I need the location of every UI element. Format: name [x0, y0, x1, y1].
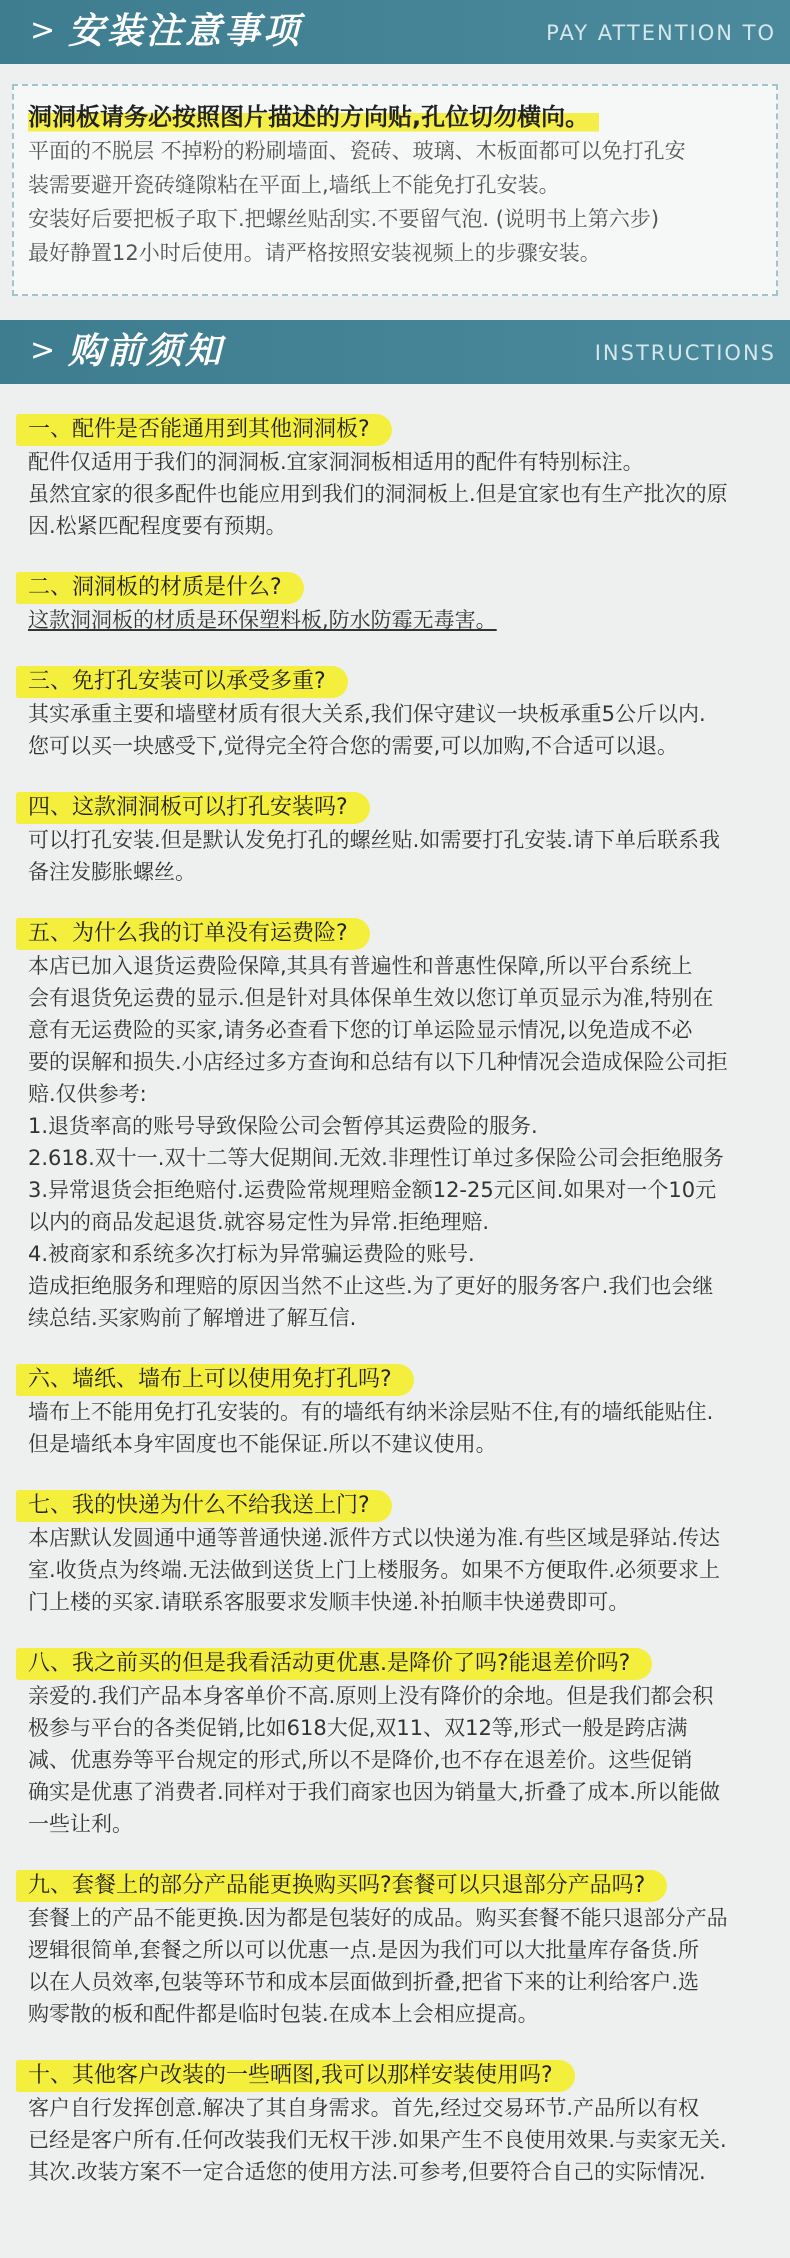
section-subtitle-en: INSTRUCTIONS — [594, 341, 776, 365]
faq-question: 六、墙纸、墙布上可以使用免打孔吗? — [16, 1364, 414, 1396]
faq-question: 八、我之前买的但是我看活动更优惠.是降价了吗?能退差价吗? — [16, 1648, 652, 1680]
faq-answer-line: 亲爱的.我们产品本身客单价不高.原则上没有降价的余地。但是我们都会积 — [28, 1684, 714, 1708]
faq-item — [28, 1648, 790, 1840]
faq-item — [28, 1364, 790, 1460]
faq-answer-line: 本店已加入退货运费险保障,其具有普遍性和普惠性保障,所以平台系统上 — [28, 954, 693, 978]
faq-answer-line: 但是墙纸本身牢固度也不能保证.所以不建议使用。 — [28, 1432, 497, 1456]
faq-answer-line: 3.异常退货会拒绝赔付.运费险常规理赔金额12-25元区间.如果对一个10元 — [28, 1178, 717, 1202]
faq-answer-line: 配件仅适用于我们的洞洞板.宜家洞洞板相适用的配件有特别标注。 — [28, 450, 644, 474]
attention-line: 最好静置12小时后使用。请严格按照安装视频上的步骤安装。 — [28, 241, 601, 265]
faq-question: 十、其他客户改装的一些晒图,我可以那样安装使用吗? — [16, 2060, 575, 2092]
section-subtitle-en: PAY ATTENTION TO — [546, 21, 776, 45]
faq-list — [0, 384, 790, 2188]
faq-answer-line: 意有无运费险的买家,请务必查看下您的订单运险显示情况,以免造成不必 — [28, 1018, 693, 1042]
faq-question: 四、这款洞洞板可以打孔安装吗? — [16, 792, 370, 824]
faq-answer-line: 2.618.双十一.双十二等大促期间.无效.非理性订单过多保险公司会拒绝服务 — [28, 1146, 724, 1170]
chevron-right-icon: > — [30, 13, 56, 48]
faq-answer-line: 因.松紧匹配程度要有预期。 — [28, 514, 287, 538]
faq-item — [28, 2060, 790, 2188]
faq-answer-line: 逻辑很简单,套餐之所以可以优惠一点.是因为我们可以大批量库存备货.所 — [28, 1938, 700, 1962]
faq-answer-line: 以内的商品发起退货.就容易定性为异常.拒绝理赔. — [28, 1210, 490, 1234]
faq-item — [28, 572, 790, 636]
section-title: 安装注意事项 — [68, 11, 303, 52]
faq-item — [28, 918, 790, 1334]
faq-answer-line: 客户自行发挥创意.解决了其自身需求。首先,经过交易环节.产品所以有权 — [28, 2096, 700, 2120]
attention-notice-box — [12, 84, 778, 296]
faq-item — [28, 1490, 790, 1618]
faq-question: 二、洞洞板的材质是什么? — [16, 572, 304, 604]
faq-answer-line: 确实是优惠了消费者.同样对于我们商家也因为销量大,折叠了成本.所以能做 — [28, 1780, 721, 1804]
faq-question: 七、我的快递为什么不给我送上门? — [16, 1490, 392, 1522]
faq-answer-line: 虽然宜家的很多配件也能应用到我们的洞洞板上.但是宜家也有生产批次的原 — [28, 482, 728, 506]
faq-answer-line: 赔.仅供参考: — [28, 1082, 147, 1106]
faq-answer-line: 要的误解和损失.小店经过多方查询和总结有以下几种情况会造成保险公司拒 — [28, 1050, 728, 1074]
faq-answer-line: 极参与平台的各类促销,比如618大促,双11、双12等,形式一般是跨店满 — [28, 1716, 688, 1740]
faq-question: 五、为什么我的订单没有运费险? — [16, 918, 370, 950]
faq-answer-line: 其实承重主要和墙壁材质有很大关系,我们保守建议一块板承重5公斤以内. — [28, 702, 706, 726]
faq-item — [28, 1870, 790, 2030]
faq-item — [28, 666, 790, 762]
faq-item — [28, 792, 790, 888]
faq-answer-line: 备注发膨胀螺丝。 — [28, 860, 196, 884]
faq-question: 三、免打孔安装可以承受多重? — [16, 666, 348, 698]
attention-line: 安装好后要把板子取下.把螺丝贴刮实.不要留气泡. (说明书上第六步) — [28, 207, 660, 231]
attention-line: 装需要避开瓷砖缝隙粘在平面上,墙纸上不能免打孔安装。 — [28, 173, 560, 197]
faq-answer-line: 本店默认发圆通中通等普通快递.派件方式以快递为准.有些区域是驿站.传达 — [28, 1526, 721, 1550]
attention-line: 平面的不脱层 不掉粉的粉刷墙面、瓷砖、玻璃、木板面都可以免打孔安 — [28, 139, 686, 163]
faq-answer-line: 造成拒绝服务和理赔的原因当然不止这些.为了更好的服务客户.我们也会继 — [28, 1274, 714, 1298]
faq-answer-line: 门上楼的买家.请联系客服要求发顺丰快递.补拍顺丰快递费即可。 — [28, 1590, 630, 1614]
faq-answer-line: 1.退货率高的账号导致保险公司会暂停其运费险的服务. — [28, 1114, 538, 1138]
faq-answer-line: 4.被商家和系统多次打标为异常骗运费险的账号. — [28, 1242, 475, 1266]
faq-answer-line: 套餐上的产品不能更换.因为都是包装好的成品。购买套餐不能只退部分产品 — [28, 1906, 728, 1930]
faq-answer-line: 墙布上不能用免打孔安装的。有的墙纸有纳米涂层贴不住,有的墙纸能贴住. — [28, 1400, 714, 1424]
section-title: 购前须知 — [68, 331, 225, 372]
faq-answer-line: 您可以买一块感受下,觉得完全符合您的需要,可以加购,不合适可以退。 — [28, 734, 679, 758]
section-header-instructions — [0, 320, 790, 384]
faq-answer-line: 会有退货免运费的显示.但是针对具体保单生效以您订单页显示为准,特别在 — [28, 986, 714, 1010]
faq-answer-line: 购零散的板和配件都是临时包装.在成本上会相应提高。 — [28, 2002, 539, 2026]
faq-item — [28, 414, 790, 542]
faq-answer-line: 续总结.买家购前了解增进了解互信. — [28, 1306, 357, 1330]
chevron-right-icon: > — [30, 333, 56, 368]
faq-answer-line: 这款洞洞板的材质是环保塑料板,防水防霉无毒害。 — [28, 608, 497, 632]
faq-answer-line: 一些让利。 — [28, 1812, 133, 1836]
faq-answer-line: 可以打孔安装.但是默认发免打孔的螺丝贴.如需要打孔安装.请下单后联系我 — [28, 828, 721, 852]
faq-answer-line: 已经是客户所有.任何改装我们无权干涉.如果产生不良使用效果.与卖家无关. — [28, 2128, 727, 2152]
faq-answer-line: 以在人员效率,包装等环节和成本层面做到折叠,把省下来的让利给客户.选 — [28, 1970, 700, 1994]
faq-question: 九、套餐上的部分产品能更换购买吗?套餐可以只退部分产品吗? — [16, 1870, 667, 1902]
faq-answer-line: 减、优惠券等平台规定的形式,所以不是降价,也不存在退差价。这些促销 — [28, 1748, 693, 1772]
faq-question: 一、配件是否能通用到其他洞洞板? — [16, 414, 392, 446]
faq-answer-line: 其次.改装方案不一定合适您的使用方法.可参考,但要符合自己的实际情况. — [28, 2160, 706, 2184]
faq-answer-line: 室.收货点为终端.无法做到送货上门上楼服务。如果不方便取件.必须要求上 — [28, 1558, 721, 1582]
section-header-attention — [0, 0, 790, 64]
attention-headline: 洞洞板请务必按照图片描述的方向贴,孔位切勿横向。 — [28, 100, 599, 134]
